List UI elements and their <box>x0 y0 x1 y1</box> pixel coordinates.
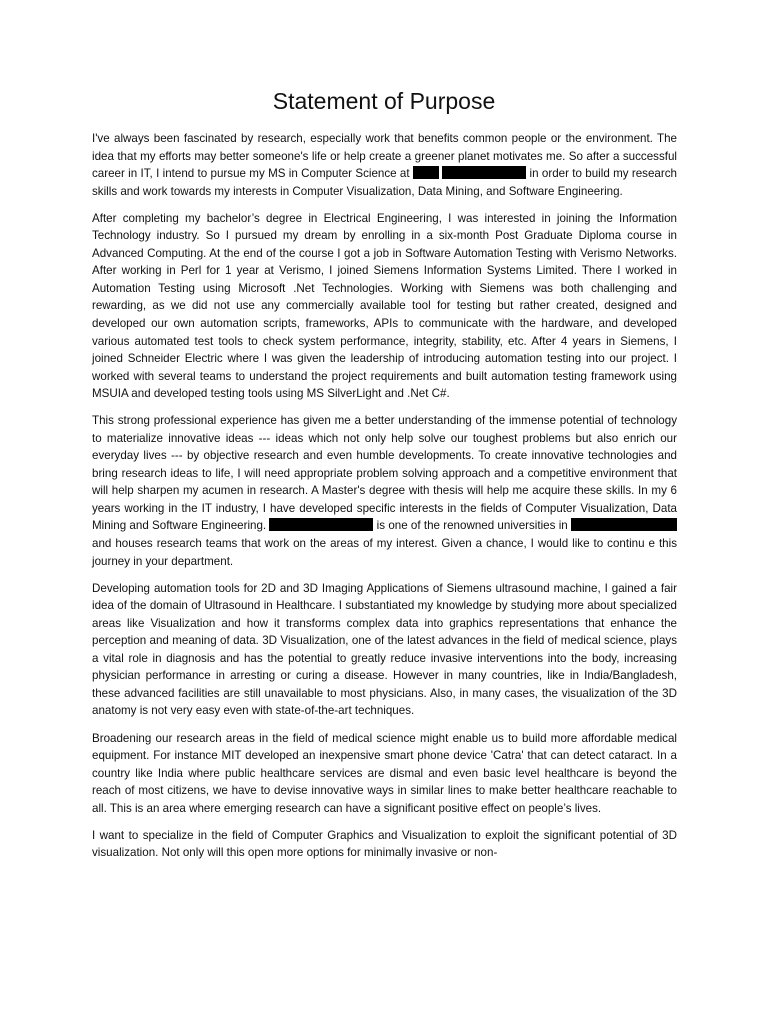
paragraph-4: Developing automation tools for 2D and 3D Imaging Applications of Siemens ultrasound machine, I gained a fair idea of the domain of Ultrasound in Healthcare. I substantiated my knowledge by studying more about specialized areas like Visualization and how it transforms complex data into graphics representations that enhance the perception and meaning of data. 3D Visualization, one of the latest advances in the field of medical science, plays a vital role in diagnosis and has the potential to greatly reduce invasive interventions into the body, increasing physician performance in arresting or curing a disease. However in many countries, like in India/Bangladesh, these advanced facilities are still unavailable to most physicians. Also, in many cases, the visualization of the 3D anatomy is not very easy even with state-of-the-art techniques. <box>92 581 677 718</box>
paragraph-1-text-a: I've always been fascinated by research, especially work that benefits common people or the environment. The idea that my efforts may better someone's life or help create a greener planet motivates me. So after a successful career in IT, I intend to pursue my MS in Computer Science at <box>92 132 677 181</box>
paragraph-6: I want to specialize in the field of Computer Graphics and Visualization to exploit the significant potential of 3D visualization. Not only will this open more options for minimally invasive or non- <box>92 828 677 860</box>
redaction-bar <box>269 518 373 531</box>
paragraph-1-text-c: in order to build my research skills and work towards my interests in Computer Visualization, Data Mining, and Software Engineering. <box>92 167 677 198</box>
document-body <box>92 130 677 871</box>
paragraph-3-text-a: This strong professional experience has given me a better understanding of the immense potential of technology to materialize innovative ideas --- ideas which not only help solve our toughest problems but also enrich our everyday lives --- by objective research and even humble developments. To create innovative technologies and bring research ideas to life, I will need appropriate problem solving approach and a competitive environment that will help sharpen my acumen in research. A Master's degree with thesis will help me acquire these skills. In my 6 years working in the IT industry, I have developed specific interests in the fields of Computer Visualization, Data Mining and Software Engineering. <box>92 414 677 533</box>
paragraph-2: After completing my bachelor’s degree in Electrical Engineering, I was interested in joining the Information Technology industry. So I pursued my dream by enrolling in a six-month Post Graduate Diploma course in Advanced Computing. At the end of the course I got a job in Software Automation Testing with Verismo Networks. After working in Perl for 1 year at Verismo, I joined Siemens Information Systems Limited. There I worked in Automation Testing using Microsoft .Net Technologies. Working with Siemens was both challenging and rewarding, as we did not use any commercially available tool for testing but rather created, designed and developed our own automation scripts, frameworks, APIs to communicate with the hardware, and developed various automated test tools to check system performance, integrity, stability, etc. After 4 years in Siemens, I joined Schneider Electric where I was given the leadership of introducing automation testing into our project. I worked with several teams to understand the project requirements and built automation testing framework using MSUIA and developed testing tools using MS SilverLight and .Net C#. <box>92 211 677 401</box>
redaction-bar <box>442 166 526 179</box>
redaction-bar <box>413 166 439 179</box>
page-title: Statement of Purpose <box>272 88 496 114</box>
paragraph-5: Broadening our research areas in the field of medical science might enable us to build more affordable medical equipment. For instance MIT developed an inexpensive smart phone device 'Catra' that can detect cataract. In a country like India where public healthcare services are dismal and even basic level healthcare is beyond the reach of most citizens, we have to devise innovative ways in similar lines to make better healthcare reachable to all. This is an area where emerging research can have a significant positive effect on people’s lives. <box>92 731 677 815</box>
paragraph-3-text-b: is one of the renowned universities in <box>373 519 571 533</box>
redaction-bar <box>571 518 677 531</box>
paragraph-3 <box>92 412 677 570</box>
paragraph-1 <box>92 130 677 200</box>
paragraph-3-text-c: and houses research teams that work on the areas of my interest. Given a chance, I would like to continu e this journey in your department. <box>92 537 677 568</box>
